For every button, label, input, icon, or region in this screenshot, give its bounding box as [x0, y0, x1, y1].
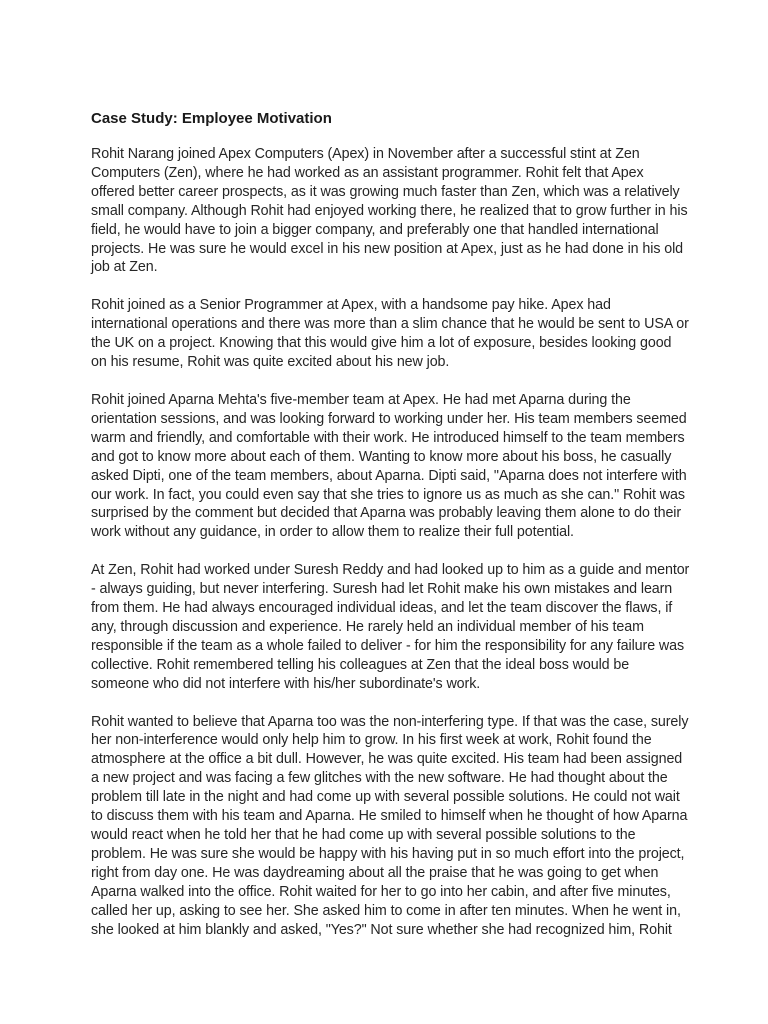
paragraph-2: Rohit joined as a Senior Programmer at Apex, with a handsome pay hike. Apex had international operations and there was more than a slim chance that he would be sent to USA or the UK on a project. Knowing that this would give him a lot of exposure, besides looking good on his resume, Rohit was quite excited about his new job.	[91, 297, 689, 371]
document-title: Case Study: Employee Motivation	[91, 110, 332, 127]
document-page	[91, 109, 691, 958]
paragraph-3: Rohit joined Aparna Mehta's five-member team at Apex. He had met Aparna during the orientation sessions, and was looking forward to working under her. His team members seemed warm and friendly, and comfortable with their work. He introduced himself to the team members and got to know more about each of them. Wanting to know more about his boss, he casually asked Dipti, one of the team members, about Aparna. Dipti said, "Aparna does not interfere with our work. In fact, you could even say that she tries to ignore us as much as she can." Rohit was surprised by the comment but decided that Aparna was probably leaving them alone to do their work without any guidance, in order to allow them to realize their full potential.	[91, 391, 687, 541]
paragraph-1: Rohit Narang joined Apex Computers (Apex) in November after a successful stint at Zen Computers (Zen), where he had worked as an assistant programmer. Rohit felt that Apex offered better career prospects, as it was growing much faster than Zen, which was a relatively small company. Although Rohit had enjoyed working there, he realized that to grow further in his field, he would have to join a bigger company, and preferably one that handled international projects. He was sure he would excel in his new position at Apex, just as he had done in his old job at Zen.	[91, 146, 688, 276]
paragraph-4: At Zen, Rohit had worked under Suresh Reddy and had looked up to him as a guide and mentor - always guiding, but never interfering. Suresh had let Rohit make his own mistakes and learn from them. He had always encouraged individual ideas, and let the team discover the flaws, if any, through discussion and experience. He rarely held an individual member of his team responsible if the team as a whole failed to deliver - for him the responsibility for any failure was collective. Rohit remembered telling his colleagues at Zen that the ideal boss would be someone who did not interfere with his/her subordinate's work.	[91, 562, 690, 692]
paragraph-5: Rohit wanted to believe that Aparna too was the non-interfering type. If that was the case, surely her non-interference would only help him to grow. In his first week at work, Rohit found the atmosphere at the office a bit dull. However, he was quite excited. His team had been assigned a new project and was facing a few glitches with the new software. He had thought about the problem till late in the night and had come up with several possible solutions. He could not wait to discuss them with his team and Aparna. He smiled to himself when he thought of how Aparna would react when he told her that he had come up with several possible solutions to the problem. He was sure she would be happy with his having put in so much effort into the project, right from day one. He was daydreaming about all the praise that he was going to get when Aparna walked into the office. Rohit waited for her to go into her cabin, and after five minutes, called her up, asking to see her. She asked him to come in after ten minutes. When he went in, she looked at him blankly and asked, "Yes?" Not sure whether she had recognized him, Rohit	[91, 713, 689, 938]
